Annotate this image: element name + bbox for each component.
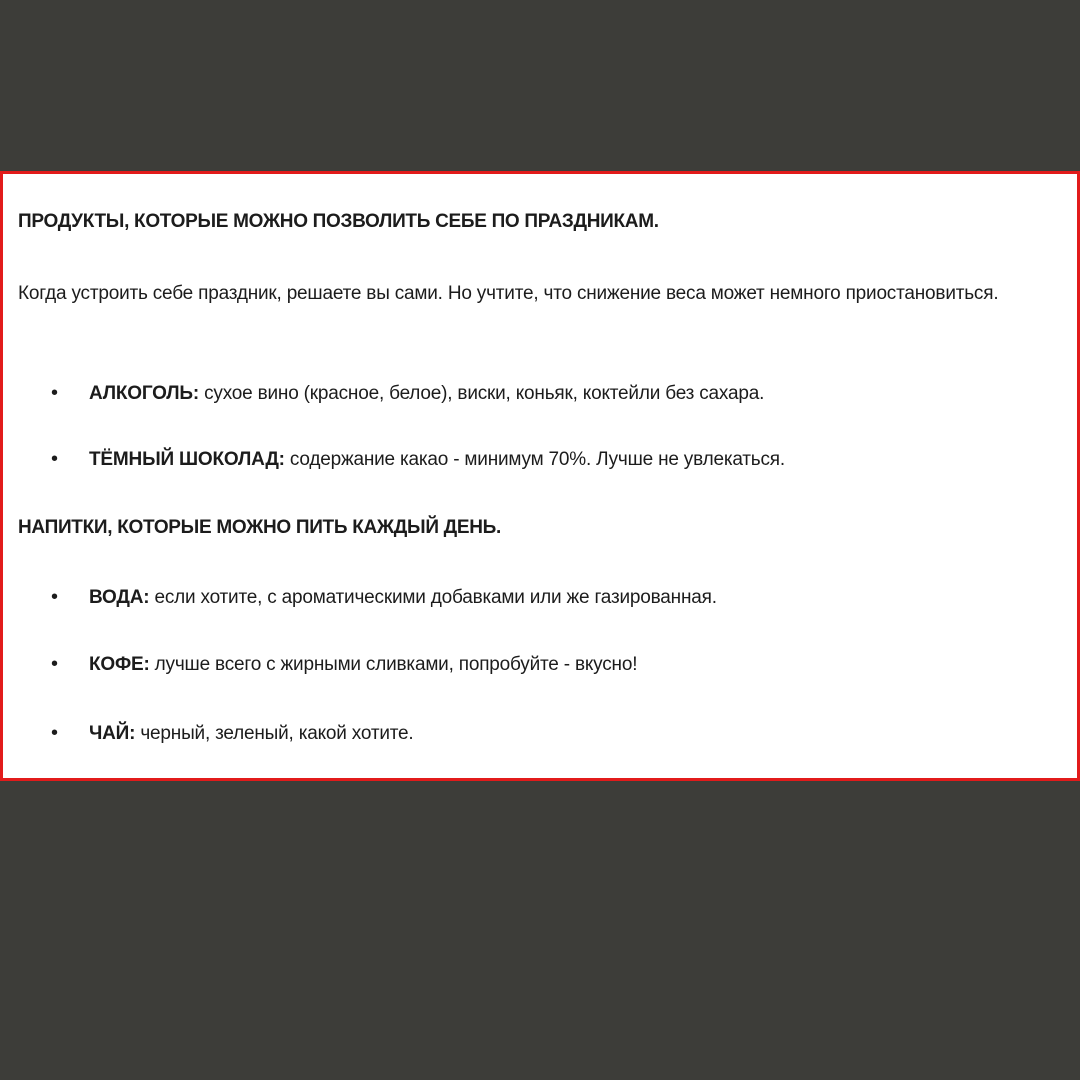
item-term: ЧАЙ: (89, 723, 136, 744)
item-text: черный, зеленый, какой хотите. (135, 723, 414, 744)
drinks-heading: НАПИТКИ, КОТОРЫЕ МОЖНО ПИТЬ КАЖДЫЙ ДЕНЬ. (18, 517, 502, 538)
item-text: если хотите, с ароматическими добавками или же газированная. (149, 587, 717, 608)
item-text: лучше всего с жирными сливками, попробуйте - вкусно! (149, 654, 638, 675)
document-content (3, 174, 1077, 778)
item-term: АЛКОГОЛЬ: (89, 383, 200, 404)
bullet-icon: • (51, 382, 58, 404)
list-item-tea (51, 722, 413, 745)
list-item-alcohol (51, 382, 764, 405)
bullet-icon: • (51, 653, 58, 675)
item-text: сухое вино (красное, белое), виски, коньяк, коктейли без сахара. (199, 383, 765, 404)
item-term: ВОДА: (89, 587, 150, 608)
list-item-coffee (51, 653, 637, 676)
item-term: КОФЕ: (89, 654, 150, 675)
bullet-icon: • (51, 722, 58, 744)
list-item-dark-chocolate (51, 448, 785, 471)
document-card (0, 171, 1080, 781)
bullet-icon: • (51, 448, 58, 470)
item-term: ТЁМНЫЙ ШОКОЛАД: (89, 449, 285, 470)
holidays-intro: Когда устроить себе праздник, решаете вы сами. Но учтите, что снижение веса может немного приостановиться. (18, 283, 999, 304)
holidays-heading: ПРОДУКТЫ, КОТОРЫЕ МОЖНО ПОЗВОЛИТЬ СЕБЕ ПО ПРАЗДНИКАМ. (18, 211, 659, 232)
item-text: содержание какао - минимум 70%. Лучше не увлекаться. (284, 449, 785, 470)
bullet-icon: • (51, 586, 58, 608)
list-item-water (51, 586, 717, 609)
